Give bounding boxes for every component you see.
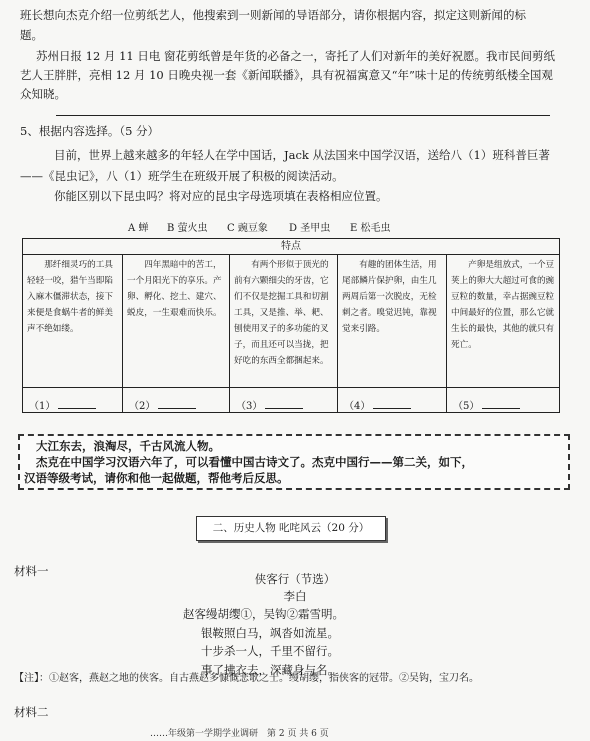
table-cell: 那纤细灵巧的工具轻轻一咬，猎午当即陷入麻木僵滞状态，接下来便是食蜗牛者的鲜美声不绝如缕。: [23, 255, 123, 388]
q5-para3: 你能区别以下昆虫吗？将对应的昆虫字母选项填在表格相应位置。: [54, 189, 388, 203]
q5-para1: 目前，世界上越来越多的年轻人在学中国话，Jack 从法国来中国学汉语，送给八（1）班科普巨著: [54, 148, 550, 162]
news-task-line2: 题。: [20, 28, 43, 42]
page-footer: ……年级第一学期学业调研 第 2 页 共 6 页: [150, 729, 329, 739]
answer-cell-3[interactable]: （3）: [230, 388, 338, 413]
option-b: B 萤火虫: [167, 223, 208, 234]
option-a: A 蝉: [128, 223, 149, 234]
callout-line2: 杰克在中国学习汉语六年了，可以看懂中国古诗文了。杰克中国行——第二关，如下，: [36, 455, 473, 469]
news-task-line1: 班长想向杰克介绍一位剪纸艺人，他搜索到一则新闻的导语部分，请你根据内容，拟定这则新闻的标: [20, 8, 526, 22]
poem-title: 侠客行（节选）: [254, 572, 336, 586]
q5-para2: ——《昆虫记》，八（1）班学生在班级开展了积极的阅读活动。: [20, 169, 344, 183]
poem-line: 十步杀一人，千里不留行。: [201, 644, 339, 658]
table-cell: 有趣的团体生活，用尾部鳞片保护卵，由生几两周后第一次脱皮，无检刺之者。嗅觉迟钝，靠视觉来引路。: [338, 255, 447, 388]
poem-author: 李白: [283, 589, 307, 603]
poem-lines: [183, 605, 344, 679]
option-e: E 松毛虫: [350, 223, 391, 234]
table-header: 特点: [23, 239, 560, 255]
material2-label: 材料二: [14, 705, 49, 719]
poem-note: 【注】：①赵客，燕赵之地的侠客。自古燕赵多慷慨悲歌之士。缦胡缨，指侠客的冠带。②吴钩，宝刀名。: [14, 673, 479, 684]
news-body-line2: 艺人王胖胖，亮相 12 月 10 日晚央视一套《新闻联播》，具有祝福寓意又“年”味十足的传统剪纸楼全国观: [20, 68, 553, 82]
option-d: D 圣甲虫: [289, 223, 331, 234]
insect-table: [22, 238, 560, 413]
table-cell: 有两个形似于顶光的前有六颗细尖的牙齿，它们不仅是挖掘工具和切割工具，又是推、举、耙、刨使用叉子的多功能的叉子，而且还可以当拢，把好吃的东西全都捆起来。: [230, 255, 338, 388]
poem-line: 事了拂衣去，深藏身与名。: [201, 662, 339, 677]
q5-heading: 5、根据内容选择。（5 分）: [20, 124, 160, 138]
news-body-line3: 众知晓。: [20, 87, 66, 101]
section-title: 二、历史人物 叱咤风云（20 分）: [196, 516, 386, 541]
material1-label: 材料一: [14, 564, 49, 578]
callout-line1: 大江东去，浪淘尽，千古风流人物。: [36, 439, 220, 453]
poem-line: 银鞍照白马，飒沓如流星。: [201, 625, 339, 640]
table-cell: 产卵是组放式，一个豆荚上的卵大大超过可食的豌豆粒的数量，幸占据豌豆粒中间最好的位置，那么它就生长的最快，其他的就只有死亡。: [447, 255, 560, 388]
answer-cell-4[interactable]: （4）: [338, 388, 447, 413]
table-cell: 四年黑暗中的苦工，一个月阳光下的享乐。产卵、孵化、挖土、建穴、蜕皮，一生艰难而快乐。: [123, 255, 230, 388]
option-c: C 豌豆象: [227, 223, 268, 234]
answer-line[interactable]: [56, 115, 550, 116]
answer-cell-2[interactable]: （2）: [123, 388, 230, 413]
answer-cell-5[interactable]: （5）: [447, 388, 560, 413]
callout-box: [18, 434, 570, 490]
answer-cell-1[interactable]: （1）: [23, 388, 123, 413]
news-body-line1: 苏州日报 12 月 11 日电 窗花剪纸曾是年货的必备之一，寄托了人们对新年的美好祝愿。我市民间剪纸: [36, 49, 556, 63]
poem-line: 赵客缦胡缨①，吴钩②霜雪明。: [183, 607, 344, 621]
callout-line3: 汉语等级考试，请你和他一起做题，帮他考后反思。: [24, 471, 289, 485]
